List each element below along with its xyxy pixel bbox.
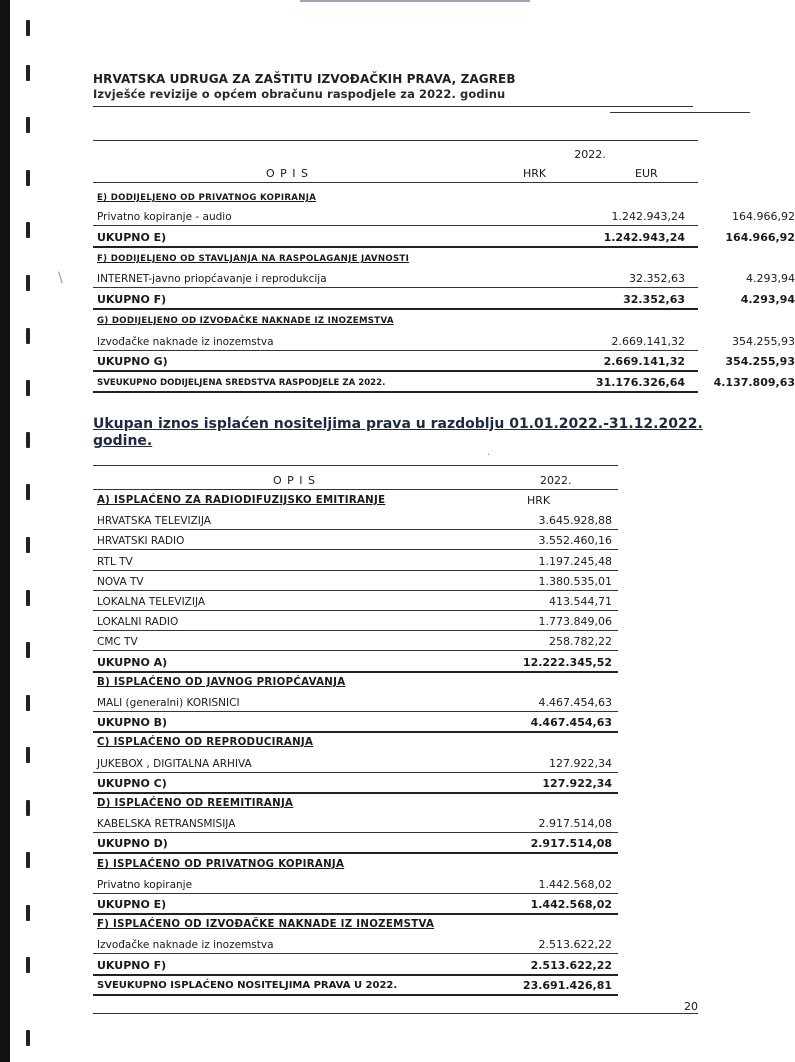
table2-row-label: SVEUKUPNO ISPLAĆENO NOSITELJIMA PRAVA U 2022. [97, 980, 398, 991]
table2-value: 2.917.514,08 [538, 817, 612, 830]
table2-row-label: UKUPNO E) [97, 898, 167, 911]
punch-hole [26, 328, 30, 344]
table2-row-label: UKUPNO C) [97, 777, 167, 790]
table2-row [97, 675, 617, 691]
table2-row-label: HRVATSKI RADIO [97, 535, 185, 547]
table2-item-rule [93, 953, 618, 954]
table1-section-label: F) DODIJELJENO OD STAVLJANJA NA RASPOLAGANJE JAVNOSTI [97, 254, 410, 264]
table1-row [97, 209, 795, 225]
table2-value: 2.917.514,08 [530, 837, 612, 850]
punch-hole [26, 380, 30, 396]
table1-row [97, 230, 795, 246]
table2-row [97, 897, 617, 913]
table2-section-label: C) ISPLAĆENO OD REPRODUCIRANJA [97, 737, 314, 748]
table1-row [97, 292, 795, 308]
table2-row [97, 634, 617, 650]
table2-row-label: MALI (generalni) KORISNICI [97, 697, 240, 709]
table2-row-label: CMC TV [97, 636, 138, 648]
table2-row-label: Izvođačke naknade iz inozemstva [97, 939, 274, 951]
table2-item-rule [93, 711, 618, 712]
table1-total-rule [93, 246, 698, 248]
table1-section-label: E) DODIJELJENO OD PRIVATNOG KOPIRANJA [97, 193, 317, 203]
table2-value: HRK [527, 494, 551, 507]
punch-hole [26, 852, 30, 868]
punch-hole [26, 170, 30, 186]
table2-value: 23.691.426,81 [522, 979, 612, 992]
table1-eur-value: 4.293,94 [740, 293, 795, 306]
table2-value: 413.544,71 [549, 595, 612, 608]
table1-row [97, 190, 697, 206]
scan-speck: · [487, 450, 491, 461]
table1-row-label: UKUPNO E) [97, 231, 167, 244]
binder-edge [0, 0, 10, 1062]
table2-item-rule [93, 630, 618, 631]
table1-hrk-value: 32.352,63 [629, 272, 685, 285]
punch-hole [26, 432, 30, 448]
punch-hole [26, 747, 30, 763]
table2-opis-header: O P I S [273, 474, 317, 487]
table2-total-rule [93, 994, 618, 996]
table2-value: 1.197.245,48 [538, 555, 612, 568]
table2-item-rule [93, 832, 618, 833]
table2-row [97, 796, 617, 812]
table2-row-label: HRVATSKA TELEVIZIJA [97, 515, 211, 527]
table2-value: 12.222.345,52 [522, 656, 612, 669]
table1-row-label: UKUPNO G) [97, 355, 168, 368]
table2-row [97, 958, 617, 974]
punch-hole [26, 275, 30, 291]
table1-item-rule [93, 350, 698, 351]
table2-row [97, 776, 617, 792]
table1-header-rule [93, 182, 698, 183]
header-rule [93, 106, 693, 107]
table2-item-rule [93, 590, 618, 591]
table1-eur-value: 354.255,93 [725, 355, 795, 368]
table1-hrk-value: 31.176.326,64 [595, 376, 685, 389]
table1-total-rule [93, 370, 698, 372]
document-title: HRVATSKA UDRUGA ZA ZAŠTITU IZVOĐAČKIH PRAVA, ZAGREB [93, 72, 516, 86]
table1-eur-value: 4.137.809,63 [713, 376, 795, 389]
table2-row-label: KABELSKA RETRANSMISIJA [97, 818, 236, 830]
table1-hrk-header: HRK [523, 167, 547, 180]
table1-hrk-value: 1.242.943,24 [603, 231, 685, 244]
table2-row [97, 574, 617, 590]
table2-row [97, 816, 617, 832]
table1-section-label: G) DODIJELJENO OD IZVOĐAČKE NAKNADE IZ INOZEMSTVA [97, 316, 394, 326]
table2-value: 258.782,22 [549, 635, 612, 648]
table2-row [97, 533, 617, 549]
table2-row [97, 493, 617, 509]
table1-eur-value: 4.293,94 [746, 272, 795, 285]
table1-eur-header: EUR [635, 167, 658, 180]
table1-total-rule [93, 308, 698, 310]
table2-row [97, 877, 617, 893]
table2-row-label: UKUPNO F) [97, 959, 167, 972]
punch-hole [26, 957, 30, 973]
table2-item-rule [93, 570, 618, 571]
table2-item-rule [93, 610, 618, 611]
table2-value: 1.442.568,02 [530, 898, 612, 911]
table2-row [97, 978, 617, 994]
table2-row-label: JUKEBOX , DIGITALNA ARHIVA [97, 758, 252, 770]
table2-row [97, 594, 617, 610]
table1-row-label: Privatno kopiranje - audio [97, 211, 232, 223]
table2-row-label: LOKALNI RADIO [97, 616, 179, 628]
punch-hole [26, 1030, 30, 1046]
table2-value: 4.467.454,63 [530, 716, 612, 729]
table2-row [97, 695, 617, 711]
punch-hole [26, 20, 30, 36]
table2-total-rule [93, 974, 618, 976]
table1-row-label: SVEUKUPNO DODIJELJENA SREDSTVA RASPODJELE ZA 2022. [97, 378, 386, 388]
table1-top-rule [93, 140, 698, 141]
table1-item-rule [93, 287, 698, 288]
table2-value: 4.467.454,63 [538, 696, 612, 709]
table2-row-label: RTL TV [97, 556, 133, 568]
table2-value: 2.513.622,22 [530, 959, 612, 972]
punch-hole [26, 222, 30, 238]
table2-value: 2.513.622,22 [538, 938, 612, 951]
table1-total-rule [93, 391, 698, 393]
table1-row [97, 354, 795, 370]
table1-row-label: Izvođačke naknade iz inozemstva [97, 336, 274, 348]
table1-hrk-value: 2.669.141,32 [611, 335, 685, 348]
table2-row-label: LOKALNA TELEVIZIJA [97, 596, 206, 608]
table2-row-label: UKUPNO A) [97, 656, 168, 669]
table2-row [97, 513, 617, 529]
table2-section-label: F) ISPLAĆENO OD IZVOĐAČKE NAKNADE IZ INOZEMSTVA [97, 919, 435, 930]
payout-section-title: Ukupan iznos isplaćen nositeljima prava u razdoblju 01.01.2022.-31.12.2022. godine. [93, 416, 703, 449]
scan-mark: \ [58, 270, 63, 286]
table2-year: 2022. [540, 474, 572, 487]
table2-section-label: B) ISPLAĆENO OD JAVNOG PRIOPĆAVANJA [97, 677, 346, 688]
table2-header-rule [93, 489, 618, 490]
table1-eur-value: 164.966,92 [725, 231, 795, 244]
table1-row-label: UKUPNO F) [97, 293, 167, 306]
table2-total-rule [93, 671, 618, 673]
table1-row [97, 313, 697, 329]
table2-row-label: UKUPNO D) [97, 837, 168, 850]
table2-row-label: Privatno kopiranje [97, 879, 193, 891]
table1-hrk-value: 1.242.943,24 [611, 210, 685, 223]
table2-row [97, 735, 617, 751]
table1-row [97, 251, 697, 267]
table2-top-rule [93, 465, 618, 466]
table1-item-rule [93, 225, 698, 226]
table1-hrk-value: 2.669.141,32 [603, 355, 685, 368]
table1-year: 2022. [574, 148, 606, 161]
table2-value: 1.773.849,06 [538, 615, 612, 628]
page-number: 20 [684, 1000, 698, 1013]
table1-eur-value: 354.255,93 [732, 335, 795, 348]
table1-row [97, 271, 795, 287]
table2-value: 127.922,34 [542, 777, 612, 790]
table1-eur-value: 164.966,92 [732, 210, 795, 223]
table2-total-rule [93, 852, 618, 854]
table2-row [97, 917, 617, 933]
footer-rule [93, 1013, 698, 1014]
table2-section-label: E) ISPLAĆENO OD PRIVATNOG KOPIRANJA [97, 859, 345, 870]
table2-row [97, 655, 617, 671]
punch-hole [26, 590, 30, 606]
table2-total-rule [93, 913, 618, 915]
table2-value: 3.645.928,88 [538, 514, 612, 527]
table2-item-rule [93, 772, 618, 773]
scan-top-mark [300, 0, 530, 2]
table2-value: 127.922,34 [549, 757, 612, 770]
punch-hole [26, 65, 30, 81]
punch-hole [26, 484, 30, 500]
table2-row [97, 857, 617, 873]
document-subtitle: Izvješće revizije o općem obračunu raspodjele za 2022. godinu [93, 87, 506, 101]
punch-hole [26, 800, 30, 816]
table1-row [97, 334, 795, 350]
punch-hole [26, 117, 30, 133]
table2-item-rule [93, 549, 618, 550]
table2-row [97, 836, 617, 852]
table2-row [97, 937, 617, 953]
table2-value: 1.442.568,02 [538, 878, 612, 891]
table2-item-rule [93, 529, 618, 530]
table2-row-label: UKUPNO B) [97, 716, 168, 729]
table2-section-label: D) ISPLAĆENO OD REEMITIRANJA [97, 798, 294, 809]
table2-row [97, 554, 617, 570]
table1-opis-header: O P I S [266, 167, 310, 180]
table2-row [97, 756, 617, 772]
table1-hrk-value: 32.352,63 [623, 293, 685, 306]
punch-hole [26, 905, 30, 921]
table2-item-rule [93, 893, 618, 894]
table1-row-label: INTERNET-javno priopćavanje i reprodukcija [97, 273, 327, 285]
punch-hole [26, 642, 30, 658]
table2-value: 3.552.460,16 [538, 534, 612, 547]
table2-total-rule [93, 792, 618, 794]
punch-hole [26, 537, 30, 553]
table2-row [97, 715, 617, 731]
table2-value: 1.380.535,01 [538, 575, 612, 588]
table2-section-label: A) ISPLAĆENO ZA RADIODIFUZIJSKO EMITIRANJE [97, 495, 386, 506]
table2-row [97, 614, 617, 630]
punch-hole [26, 695, 30, 711]
table2-item-rule [93, 650, 618, 651]
table1-row [97, 375, 795, 391]
table2-total-rule [93, 731, 618, 733]
table2-row-label: NOVA TV [97, 576, 144, 588]
header-rule-right [610, 112, 750, 113]
